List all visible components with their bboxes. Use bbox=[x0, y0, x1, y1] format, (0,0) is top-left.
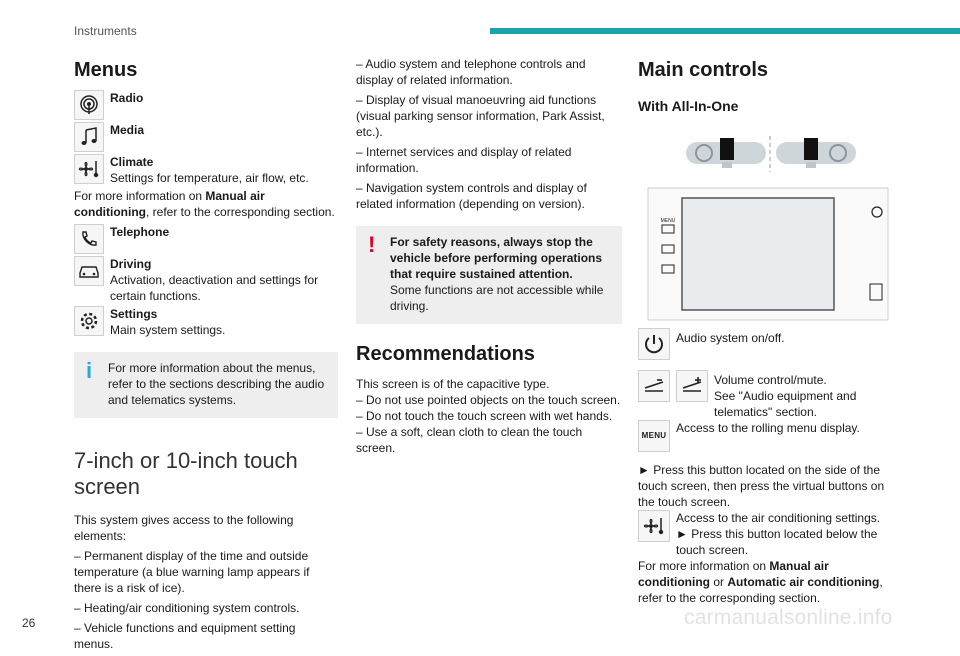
warning-text: Some functions are not accessible while driving. bbox=[390, 283, 604, 313]
rec-line: – Do not use pointed objects on the touch screen. bbox=[356, 393, 621, 407]
column-main-controls bbox=[638, 56, 890, 610]
touch-bullet: – Internet services and display of related information. bbox=[356, 145, 572, 175]
touch-bullet: – Display of visual manoeuvring aid functions (visual parking sensor information, Park Assist, etc.). bbox=[356, 93, 605, 139]
menu-button-icon: MENU bbox=[638, 420, 670, 452]
menu-item-title: Radio bbox=[110, 91, 144, 105]
volume-down-icon bbox=[638, 370, 670, 402]
gear-icon bbox=[74, 306, 104, 336]
music-note-icon bbox=[74, 122, 104, 152]
climate-fan-icon bbox=[74, 154, 104, 184]
info-note-text: For more information about the menus, refer to the sections describing the audio and telematics systems. bbox=[108, 361, 325, 407]
all-in-one-subheading: With All-In-One bbox=[638, 98, 739, 114]
climate-text-1: Access to the air conditioning settings. bbox=[676, 511, 881, 525]
touch-intro: This system gives access to the following elements: bbox=[74, 513, 294, 543]
rec-line: This screen is of the capacitive type. bbox=[356, 377, 550, 391]
watermark: carmanualsonline.info bbox=[684, 606, 893, 629]
menu-item-desc: Settings for temperature, air flow, etc. bbox=[110, 171, 309, 185]
touch-bullet: – Permanent display of the time and outside temperature (a blue warning lamp appears if there is a risk of ice). bbox=[74, 549, 310, 595]
climate-more-info: For more information on Manual air conditioning or Automatic air conditioning, refer to the corresponding section. bbox=[638, 559, 883, 605]
touch-bullet: – Audio system and telephone controls and display of related information. bbox=[356, 57, 586, 87]
volume-up-icon bbox=[676, 370, 708, 402]
screen-menu-label: MENU bbox=[660, 218, 676, 224]
volume-text-2: See "Audio equipment and telematics" section. bbox=[714, 389, 857, 419]
menu-item-driving bbox=[74, 256, 338, 304]
menu-item-desc: Activation, deactivation and settings for certain functions. bbox=[110, 273, 319, 303]
main-controls-heading: Main controls bbox=[638, 59, 769, 81]
dashboard-thumbnail-right bbox=[776, 138, 856, 168]
menu-item-desc: Main system settings. bbox=[110, 323, 226, 337]
climate-fan-icon bbox=[638, 510, 670, 542]
menu-control-row bbox=[638, 420, 890, 452]
warning-note bbox=[356, 226, 622, 324]
power-icon bbox=[638, 328, 670, 360]
menu-item-title: Media bbox=[110, 123, 145, 137]
menu-item-radio bbox=[74, 90, 338, 120]
power-control-row bbox=[638, 328, 890, 360]
menu-item-media bbox=[74, 122, 338, 152]
dashboard-thumbnail-left bbox=[686, 138, 766, 168]
warning-icon: ! bbox=[368, 232, 376, 257]
touch-bullet: – Navigation system controls and display of related information (depending on version). bbox=[356, 181, 587, 211]
rec-line: – Use a soft, clean cloth to clean the touch screen. bbox=[356, 425, 583, 455]
climate-more-info: For more information on Manual air conditioning, refer to the corresponding section. bbox=[74, 189, 335, 219]
column-touch-continued bbox=[356, 56, 622, 456]
warning-bold-text: For safety reasons, always stop the vehicle before performing operations that require sustained attention. bbox=[390, 235, 603, 281]
header-accent-bar bbox=[490, 28, 960, 34]
touchscreen-unit bbox=[648, 188, 888, 320]
menu-item-settings bbox=[74, 306, 338, 338]
info-icon: i bbox=[86, 358, 93, 383]
menu-press-text: ► Press this button located on the side of the touch screen, then press the virtual buttons on the touch screen. bbox=[638, 463, 885, 509]
touch-bullet: – Heating/air conditioning system controls. bbox=[74, 601, 300, 615]
car-icon bbox=[74, 256, 104, 286]
dashboard-illustration bbox=[638, 124, 890, 322]
menu-item-title: Telephone bbox=[110, 225, 170, 239]
recommendations-heading: Recommendations bbox=[356, 343, 535, 365]
menu-text: Access to the rolling menu display. bbox=[676, 421, 860, 435]
menu-item-title: Climate bbox=[110, 155, 154, 169]
menu-item-telephone bbox=[74, 224, 338, 254]
column-menus bbox=[74, 56, 338, 656]
phone-icon bbox=[74, 224, 104, 254]
menu-item-climate bbox=[74, 154, 338, 186]
radio-icon bbox=[74, 90, 104, 120]
menu-item-title: Settings bbox=[110, 307, 158, 321]
touch-screen-heading: 7-inch or 10-inch touch screen bbox=[74, 448, 298, 499]
power-text: Audio system on/off. bbox=[676, 331, 785, 345]
rec-line: – Do not touch the touch screen with wet hands. bbox=[356, 409, 613, 423]
volume-text-1: Volume control/mute. bbox=[714, 373, 827, 387]
menu-item-title: Driving bbox=[110, 257, 152, 271]
menus-heading: Menus bbox=[74, 59, 138, 81]
section-header: Instruments bbox=[74, 24, 137, 38]
climate-control-row bbox=[638, 510, 890, 558]
volume-control-row bbox=[638, 370, 890, 420]
page-number: 26 bbox=[22, 616, 36, 630]
info-note bbox=[74, 352, 338, 418]
touch-bullet: – Vehicle functions and equipment setting menus. bbox=[74, 621, 296, 651]
climate-text-2: ► Press this button located below the touch screen. bbox=[676, 527, 878, 557]
